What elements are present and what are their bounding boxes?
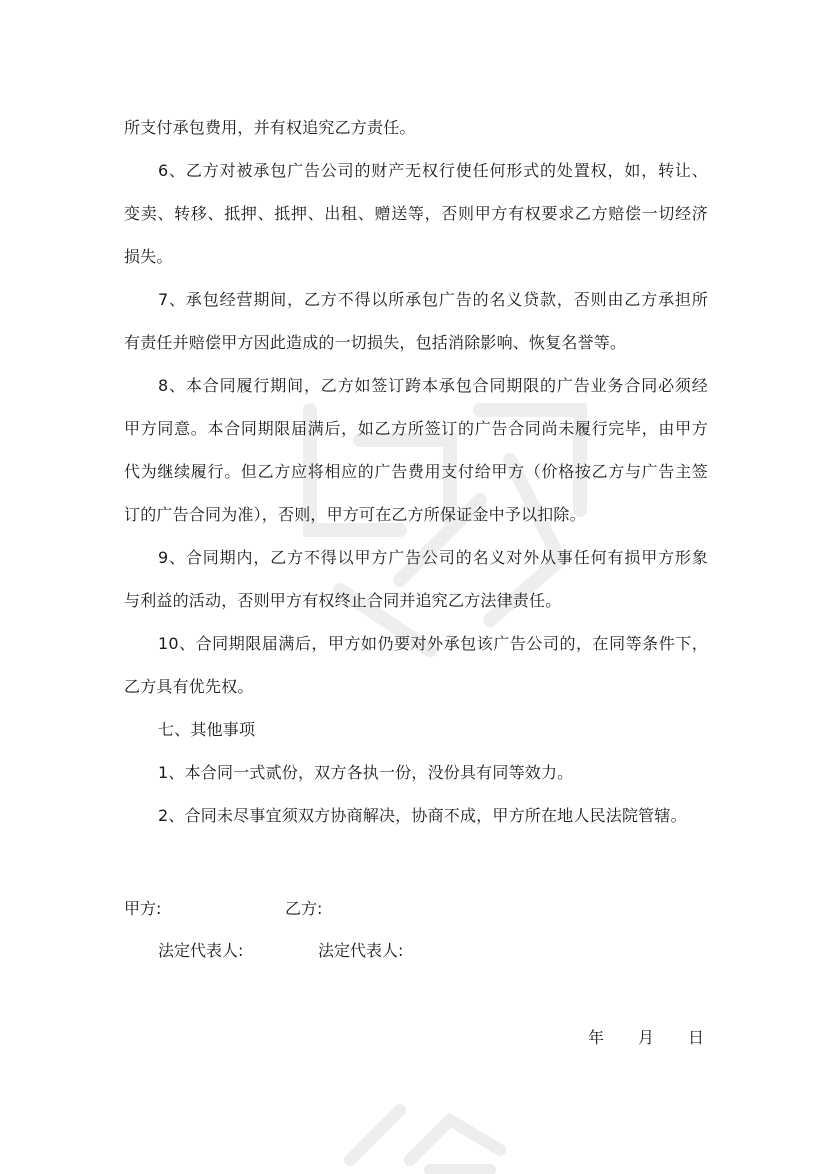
date-day-label: 日 <box>688 1028 705 1047</box>
clause-7-line-1: 7、承包经营期间，乙方不得以所承包广告的名义贷款，否则由乙方承担所 <box>158 290 708 309</box>
paragraph-continuation: 所支付承包费用，并有权追究乙方责任。 <box>124 118 416 137</box>
section-7-item-1: 1、本合同一式贰份，双方各执一份，没份具有同等效力。 <box>158 763 574 782</box>
section-7-heading: 七、其他事项 <box>158 720 256 739</box>
clause-9-line-1: 9、合同期内，乙方不得以甲方广告公司的名义对外从事任何有损甲方形象 <box>158 548 708 567</box>
party-b-representative-label: 法定代表人: <box>318 941 404 960</box>
party-a-label: 甲方: <box>124 899 162 918</box>
clause-6-line-1: 6、乙方对被承包广告公司的财产无权行使任何形式的处置权，如，转让、 <box>158 161 708 180</box>
date-month-label: 月 <box>638 1028 655 1047</box>
clause-7-line-2: 有责任并赔偿甲方因此造成的一切损失，包括消除影响、恢复名誉等。 <box>124 333 627 352</box>
clause-9-line-2: 与利益的活动，否则甲方有权终止合同并追究乙方法律责任。 <box>124 591 562 610</box>
clause-6-line-2: 变卖、转移、抵押、抵押、出租、赠送等，否则甲方有权要求乙方赔偿一切经济 <box>124 204 708 223</box>
party-b-label: 乙方: <box>285 899 323 918</box>
watermark-bottom-icon <box>330 1090 530 1174</box>
party-a-representative-label: 法定代表人: <box>158 941 244 960</box>
clause-10-line-1: 10、合同期限届满后，甲方如仍要对外承包该广告公司的，在同等条件下， <box>158 634 708 653</box>
clause-8-line-1: 8、本合同履行期间，乙方如签订跨本承包合同期限的广告业务合同必须经 <box>158 376 708 395</box>
clause-8-line-2: 甲方同意。本合同期限届满后，如乙方所签订的广告合同尚未履行完毕，由甲方 <box>124 419 708 438</box>
clause-8-line-4: 订的广告合同为准），否则，甲方可在乙方所保证金中予以扣除。 <box>124 505 586 524</box>
section-7-item-2: 2、合同未尽事宜须双方协商解决，协商不成，甲方所在地人民法院管辖。 <box>158 806 687 825</box>
clause-8-line-3: 代为继续履行。但乙方应将相应的广告费用支付给甲方（价格按乙方与广告主签 <box>124 462 708 481</box>
clause-6-line-3: 损失。 <box>124 247 173 266</box>
clause-10-line-2: 乙方具有优先权。 <box>124 677 254 696</box>
date-year-label: 年 <box>588 1028 605 1047</box>
